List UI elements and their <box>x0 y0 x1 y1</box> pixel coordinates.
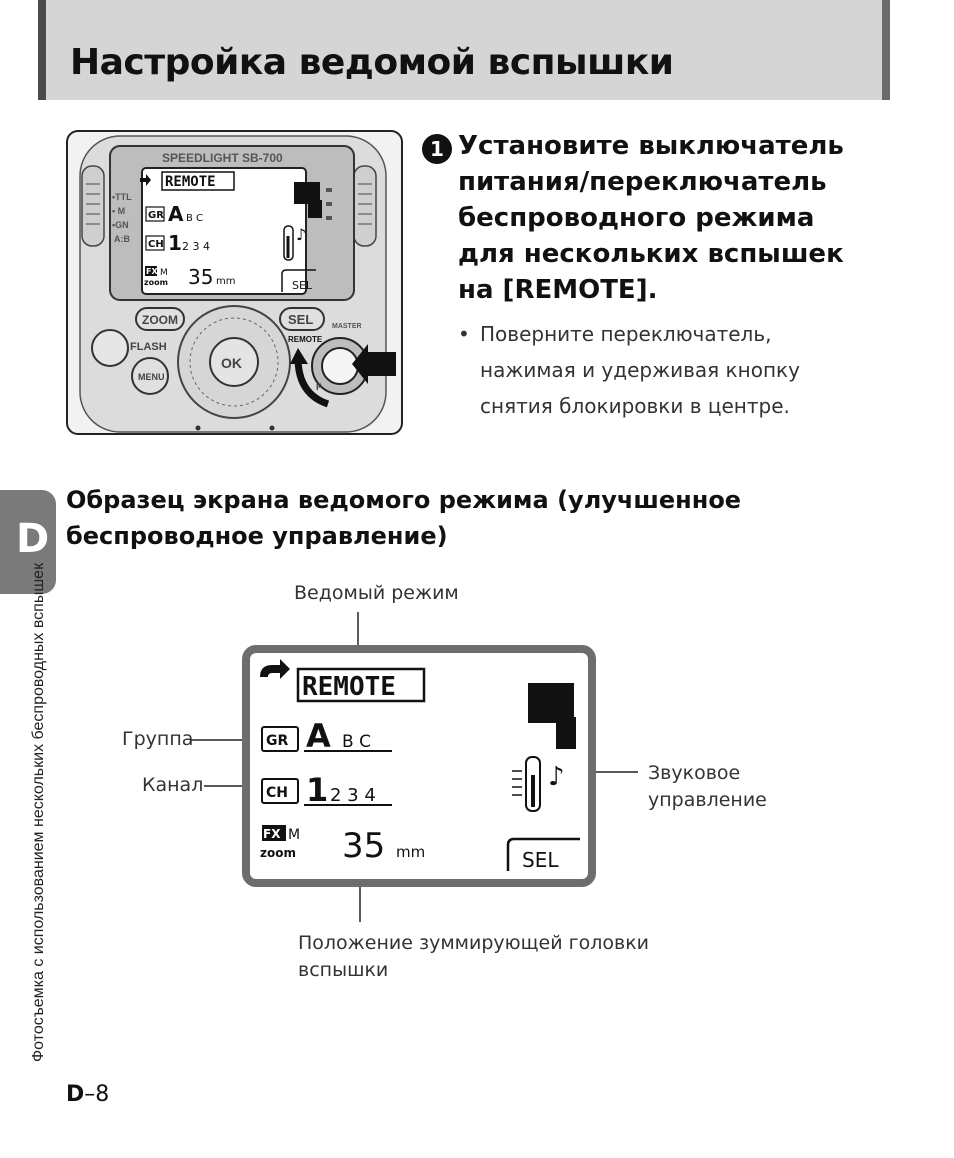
lcd-zoom-value: 35 <box>342 826 386 866</box>
callout-sound-line1: Звуковое <box>648 762 741 784</box>
sound-note-icon: ♪ <box>296 225 307 244</box>
slave-mode-screen <box>242 645 596 887</box>
lcd-group-value: A <box>306 717 331 755</box>
device-screen-zoom-unit: mm <box>216 276 236 287</box>
lcd-channel-label: CH <box>266 785 288 801</box>
device-illustration <box>66 130 403 435</box>
lcd-sel: SEL <box>522 848 559 872</box>
lcd-group-rest: B C <box>342 732 371 752</box>
device-screen-zoom-m: M <box>160 268 168 278</box>
lcd-remote-arrow-icon <box>260 659 290 679</box>
page-number <box>66 1082 109 1107</box>
f-label: F <box>316 382 322 392</box>
device-screen-channel-rest: 2 3 4 <box>182 240 210 253</box>
lcd-mode-remote: REMOTE <box>302 672 396 702</box>
device-screen-mode: REMOTE <box>165 174 216 190</box>
chapter-tab-letter: D <box>16 516 50 562</box>
lcd-group-label: GR <box>266 733 289 749</box>
step-bullet <box>458 316 858 424</box>
lcd-zoom-fx: FX <box>263 827 281 841</box>
speedlight-back-panel <box>68 132 401 433</box>
callout-zoom-line1: Положение зуммирующей головки <box>298 932 650 954</box>
callout-group: Группа <box>122 728 194 750</box>
step-number-badge: 1 <box>422 134 452 164</box>
device-screen-group-label: GR <box>148 210 164 221</box>
callout-sound-line2: управление <box>648 789 767 811</box>
menu-button[interactable]: MENU <box>138 372 165 382</box>
device-screen-zoom-fx: FX <box>146 267 158 276</box>
callout-channel: Канал <box>142 774 204 796</box>
lcd-channel-rest: 2 3 4 <box>330 785 376 806</box>
master-label: MASTER <box>332 323 362 330</box>
mode-ttl-label: •TTL <box>112 192 132 202</box>
step-instruction: Установите выключатель питания/переключатель беспроводного режима для нескольких вспышек на [REMOTE]. <box>458 131 844 305</box>
callout-slave-mode: Ведомый режим <box>294 582 459 604</box>
device-screen-channel-value: 1 <box>168 231 182 255</box>
lcd-channel-value: 1 <box>306 771 329 809</box>
device-screen-channel-label: CH <box>148 239 164 250</box>
mode-m-label: • M <box>112 206 126 216</box>
bullet-dot-icon: • <box>458 322 470 346</box>
device-screen-zoom-value: 35 <box>188 265 214 289</box>
callout-sound <box>648 760 767 814</box>
sel-button[interactable]: SEL <box>288 312 314 327</box>
lcd-zoom-unit: mm <box>396 843 426 861</box>
remote-label: REMOTE <box>288 335 323 344</box>
lcd-sound-note-icon: ♪ <box>548 762 565 792</box>
header-band <box>38 0 890 100</box>
chapter-side-caption: Фотосъемка с использованием нескольких беспроводных вспышек <box>30 562 47 1062</box>
lcd-zoom-m: M <box>288 827 301 843</box>
device-screen-group-value: A <box>168 202 184 226</box>
section-title: Образец экрана ведомого режима (улучшенное беспроводное управление) <box>66 486 742 550</box>
flash-button[interactable]: FLASH <box>130 341 167 353</box>
device-screen-sel: SEL <box>292 279 313 292</box>
callout-zoom-line2: вспышки <box>298 959 389 981</box>
zoom-button[interactable]: ZOOM <box>142 313 178 327</box>
callout-zoom-position <box>298 930 649 984</box>
page-number-prefix: D <box>66 1082 85 1107</box>
device-brand-label: SPEEDLIGHT SB-700 <box>162 151 283 165</box>
device-screen-zoom-word: zoom <box>144 278 168 287</box>
step-bullet-text: Поверните переключатель, нажимая и удерживая кнопку снятия блокировки в центре. <box>480 322 800 418</box>
device-screen-group-rest: B C <box>186 213 204 224</box>
lcd-content <box>250 653 588 879</box>
mode-gn-label: •GN <box>112 220 129 230</box>
page-title: Настройка ведомой вспышки <box>70 42 674 83</box>
ok-button[interactable]: OK <box>221 355 242 371</box>
lcd-zoom-word: zoom <box>260 846 296 860</box>
page-number-suffix: –8 <box>84 1082 110 1107</box>
mode-ab-label: A:B <box>114 234 130 244</box>
